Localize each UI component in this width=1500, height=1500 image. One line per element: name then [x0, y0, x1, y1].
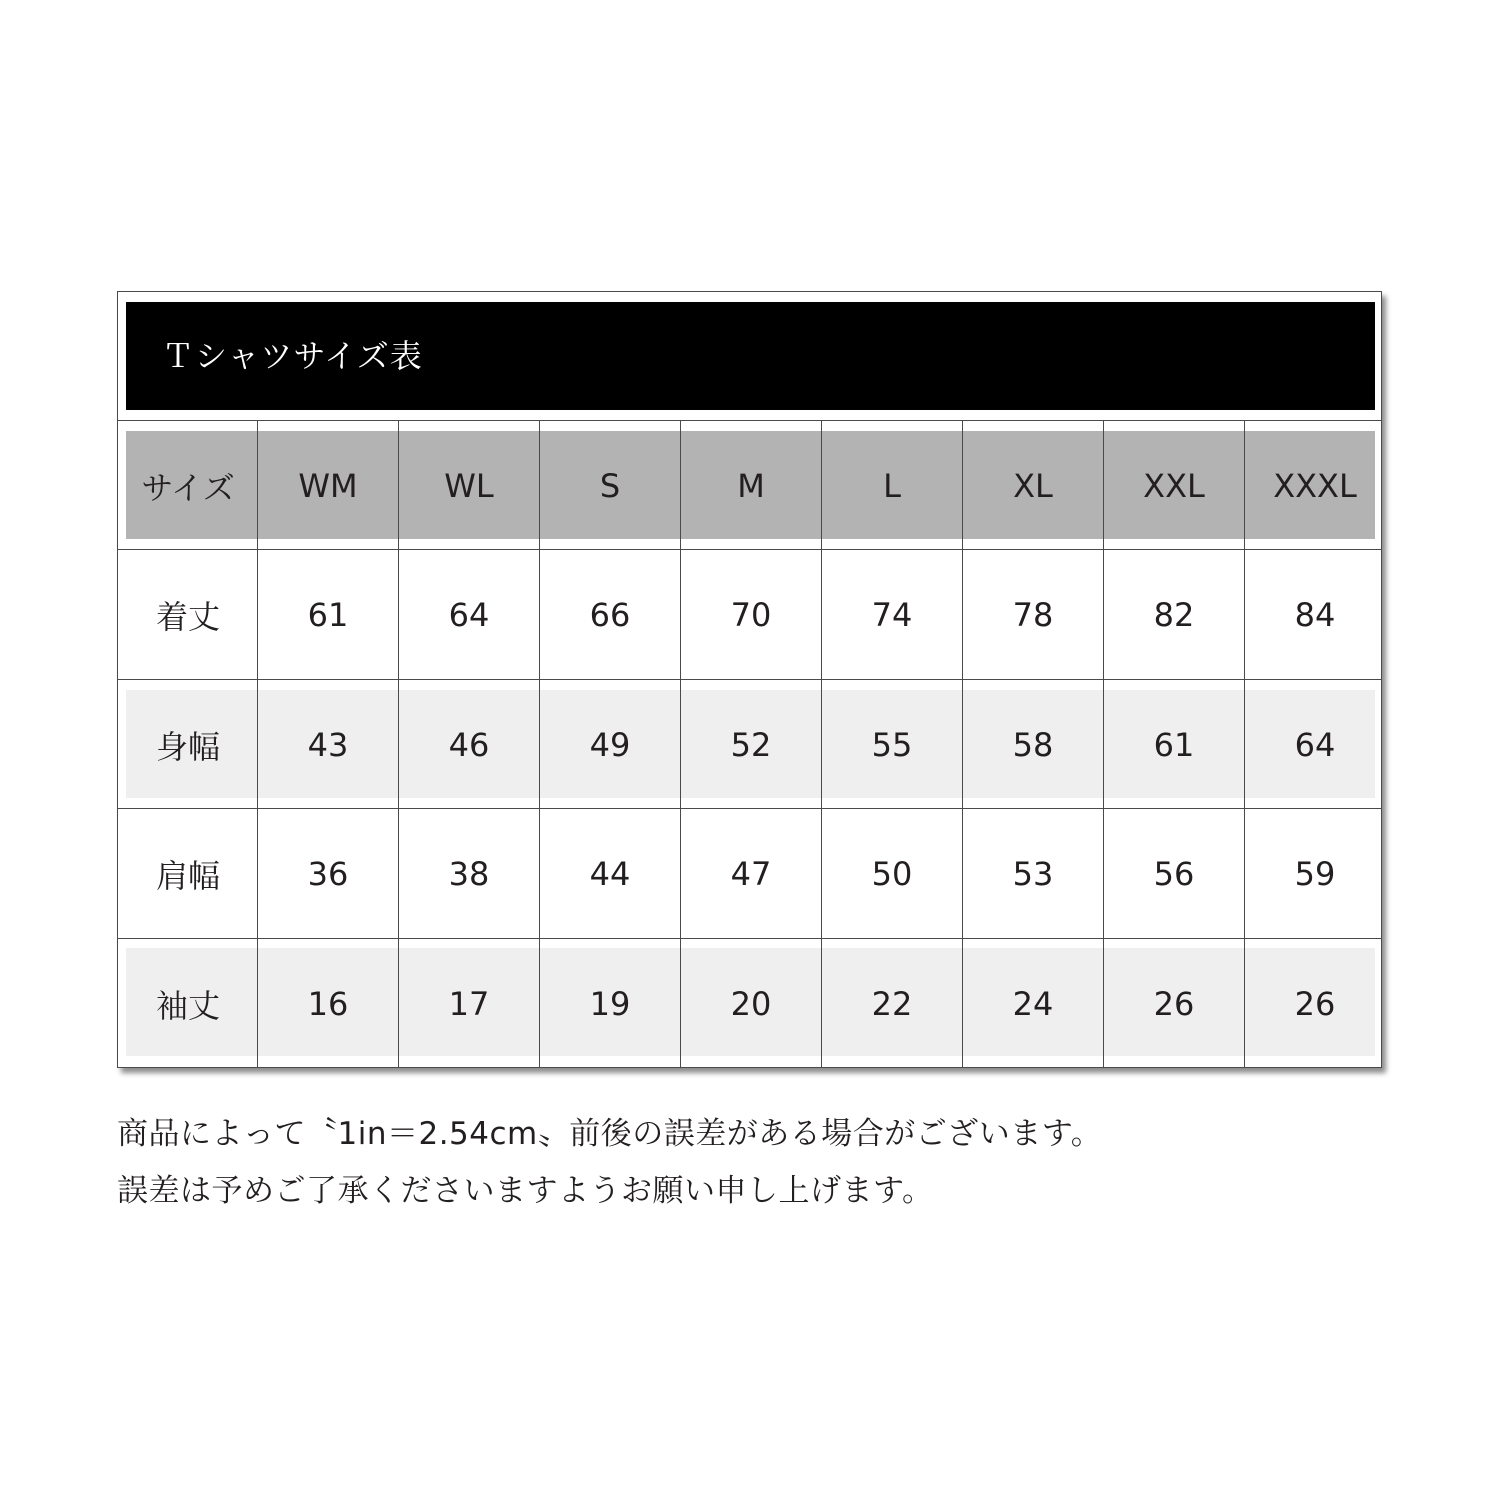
table-cell: 55	[871, 725, 913, 764]
table-cell: 56	[1153, 854, 1195, 893]
title-bar	[126, 302, 1375, 410]
table-cell: 61	[1153, 725, 1195, 764]
table-cell: 20	[730, 984, 772, 1023]
table-cell: 64	[1294, 725, 1336, 764]
table-cell: 26	[1153, 984, 1195, 1023]
note-apology: 誤差は予めご了承くださいますようお願い申し上げます。	[117, 1173, 934, 1209]
table-cell: 47	[730, 854, 772, 893]
header-size-l: L	[883, 466, 901, 505]
table-cell: 24	[1012, 984, 1054, 1023]
table-cell: 78	[1012, 595, 1054, 634]
row-label-shoulder-width: 肩幅	[155, 856, 220, 895]
table-cell: 43	[307, 725, 349, 764]
header-size-label: サイズ	[141, 468, 235, 507]
table-cell: 59	[1294, 854, 1336, 893]
header-size-xxl: XXL	[1143, 466, 1205, 505]
table-cell: 17	[448, 984, 490, 1023]
table-cell: 66	[589, 595, 631, 634]
table-cell: 58	[1012, 725, 1054, 764]
header-size-m: M	[737, 466, 765, 505]
table-cell: 22	[871, 984, 913, 1023]
header-size-s: S	[599, 466, 621, 505]
row-label-body-width: 身幅	[155, 727, 220, 766]
table-cell: 52	[730, 725, 772, 764]
size-chart-card	[117, 291, 1382, 1068]
table-cell: 74	[871, 595, 913, 634]
header-size-xl: XL	[1013, 466, 1053, 505]
table-cell: 16	[307, 984, 349, 1023]
table-cell: 70	[730, 595, 772, 634]
table-cell: 49	[589, 725, 631, 764]
row-label-sleeve-length: 袖丈	[155, 986, 220, 1025]
table-cell: 64	[448, 595, 490, 634]
header-size-xxxl: XXXL	[1273, 466, 1357, 505]
table-cell: 36	[307, 854, 349, 893]
table-cell: 82	[1153, 595, 1195, 634]
table-cell: 26	[1294, 984, 1336, 1023]
header-size-wm: WM	[298, 466, 358, 505]
table-cell: 53	[1012, 854, 1054, 893]
table-cell: 84	[1294, 595, 1336, 634]
table-cell: 44	[589, 854, 631, 893]
table-cell: 38	[448, 854, 490, 893]
note-tolerance: 商品によって〝1in＝2.54cm〟前後の誤差がある場合がございます。	[117, 1116, 1103, 1152]
table-cell: 61	[307, 595, 349, 634]
table-cell: 50	[871, 854, 913, 893]
header-size-wl: WL	[444, 466, 494, 505]
table-cell: 46	[448, 725, 490, 764]
row-label-length: 着丈	[155, 597, 220, 636]
table-cell: 19	[589, 984, 631, 1023]
chart-title: Ｔシャツサイズ表	[162, 337, 423, 375]
